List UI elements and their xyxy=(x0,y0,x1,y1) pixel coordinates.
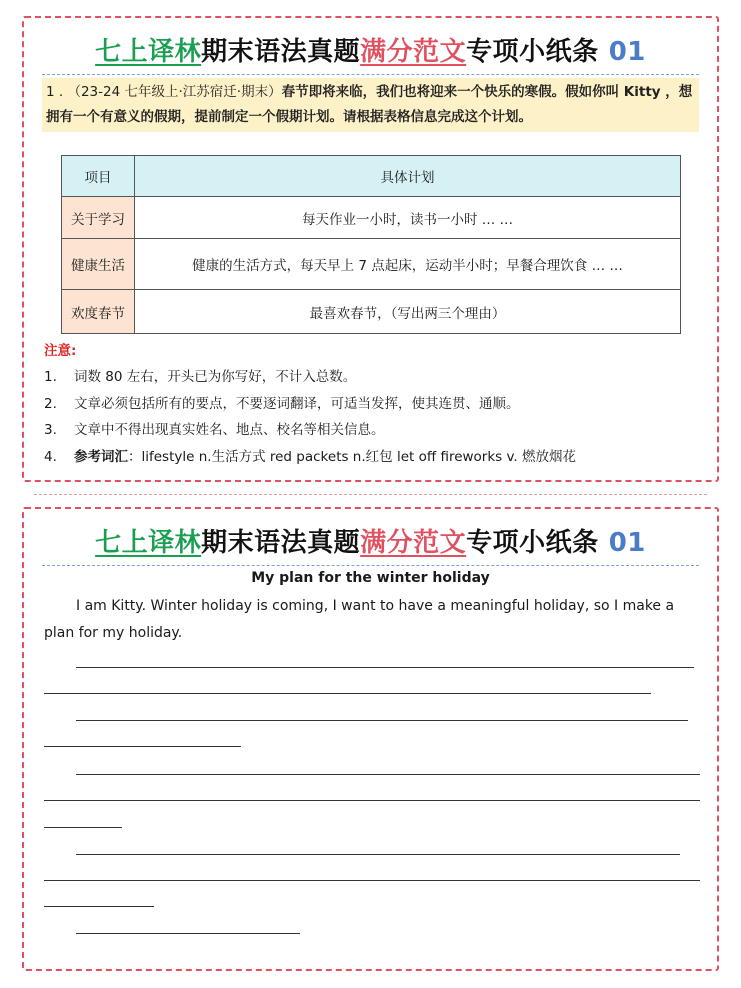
writing-line[interactable] xyxy=(44,693,651,694)
title-part-black: 期末语法真题 xyxy=(201,528,361,558)
title-part-black: 期末语法真题 xyxy=(201,37,361,67)
list-item xyxy=(44,444,576,471)
title-part-black-2: 专项小纸条 xyxy=(466,528,599,558)
note-text: 文章必须包括所有的要点，不要逐词翻译，可适当发挥，使其连贯、通顺。 xyxy=(74,395,520,412)
notes-heading: 注意: xyxy=(44,343,77,359)
title-number: 01 xyxy=(608,528,646,558)
writing-line[interactable] xyxy=(76,933,300,934)
table-header-cell: 具体计划 xyxy=(135,156,681,197)
writing-line[interactable] xyxy=(76,774,700,775)
title-part-red: 满分范文 xyxy=(360,37,467,67)
table-row-label: 健康生活 xyxy=(62,239,135,290)
essay-title: My plan for the winter holiday xyxy=(251,570,490,586)
title-part-green: 七上译林 xyxy=(95,528,202,558)
note-text: 词数 80 左右，开头已为你写好，不计入总数。 xyxy=(74,369,357,385)
question-lead: 1 . （23-24 七年级上·江苏宿迁·期末） xyxy=(46,84,282,100)
table-row xyxy=(62,290,681,334)
title-part-green: 七上译林 xyxy=(95,37,202,67)
writing-line[interactable] xyxy=(44,880,700,881)
page-title xyxy=(24,31,717,68)
title-number: 01 xyxy=(608,37,646,67)
table-cell: 每天作业一小时，读书一小时 … … xyxy=(135,197,681,239)
title-part-black-2: 专项小纸条 xyxy=(466,37,599,67)
writing-line[interactable] xyxy=(44,746,241,747)
essay-opening: I am Kitty. Winter holiday is coming, I want to have a meaningful holiday, so I make a plan for my holiday. xyxy=(44,598,675,641)
table-header-cell: 项目 xyxy=(62,156,135,197)
table-row-label: 关于学习 xyxy=(62,197,135,239)
page-title xyxy=(24,522,717,559)
list-item xyxy=(44,391,576,418)
note-number: 3. xyxy=(44,422,57,438)
note-text: 文章中不得出现真实姓名、地点、校名等相关信息。 xyxy=(74,422,385,438)
note-keyword: 参考词汇 xyxy=(74,448,128,465)
notes-list xyxy=(44,364,576,470)
plan-table xyxy=(61,155,681,334)
table-row xyxy=(62,239,681,290)
writing-line[interactable] xyxy=(44,827,122,828)
page-divider xyxy=(34,494,707,495)
question-prompt xyxy=(42,78,699,132)
answer-card xyxy=(22,507,719,971)
note-number: 1. xyxy=(44,369,57,385)
note-number: 2. xyxy=(44,395,57,412)
table-row xyxy=(62,197,681,239)
writing-line[interactable] xyxy=(44,800,700,801)
note-number: 4. xyxy=(44,448,57,465)
table-header-row xyxy=(62,156,681,197)
writing-line[interactable] xyxy=(76,854,680,855)
table-row-label: 欢度春节 xyxy=(62,290,135,334)
table-cell: 健康的生活方式，每天早上 7 点起床，运动半小时；早餐合理饮食 … … xyxy=(135,239,681,290)
question-text: 春节即将来临，我们也将迎来一个快乐的寒假。假如你叫 Kitty ，想拥有一个有意义的假期，提前制定一个假期计划。请根据表格信息完成这个计划。 xyxy=(46,84,693,125)
question-card xyxy=(22,16,719,482)
table-cell: 最喜欢春节，（写出两三个理由） xyxy=(135,290,681,334)
note-text: ：lifestyle n.生活方式 red packets n.红包 let off fireworks v. 燃放烟花 xyxy=(128,448,577,465)
list-item xyxy=(44,417,576,444)
title-part-red: 满分范文 xyxy=(360,528,467,558)
writing-line[interactable] xyxy=(76,720,688,721)
title-divider xyxy=(42,565,699,566)
list-item xyxy=(44,364,576,391)
title-divider xyxy=(42,74,699,75)
writing-line[interactable] xyxy=(44,906,154,907)
writing-line[interactable] xyxy=(76,667,694,668)
